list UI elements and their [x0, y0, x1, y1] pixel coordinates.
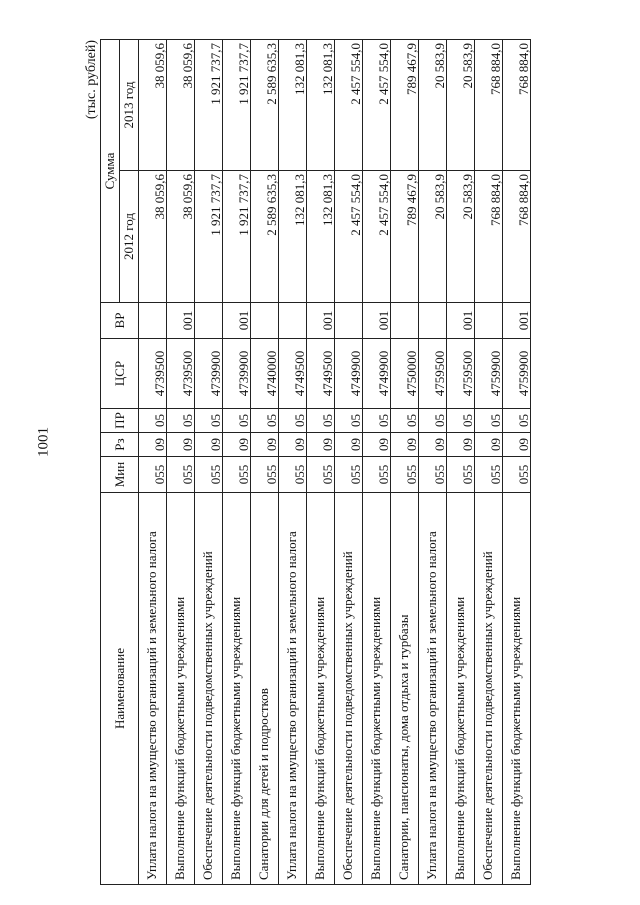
row-rz-cell: 09	[447, 433, 475, 457]
row-min-cell: 055	[363, 457, 391, 493]
row-pr-cell: 05	[139, 409, 167, 433]
row-amount-2012-cell: 132 081,3	[307, 171, 335, 303]
row-pr-cell: 05	[223, 409, 251, 433]
row-min-cell: 055	[335, 457, 363, 493]
row-amount-2013-cell: 1 921 737,7	[223, 40, 251, 171]
header-min: Мин	[101, 457, 139, 493]
row-amount-2012-cell: 38 059,6	[139, 171, 167, 303]
row-amount-2012-cell: 38 059,6	[167, 171, 195, 303]
row-name-cell: Санатории, пансионаты, дома отдыха и турбазы	[391, 493, 419, 885]
header-year-2013: 2013 год	[120, 40, 139, 171]
row-min-cell: 055	[167, 457, 195, 493]
row-min-cell: 055	[279, 457, 307, 493]
header-name: Наименование	[101, 493, 139, 885]
row-name-cell: Выполнение функций бюджетными учреждениями	[447, 493, 475, 885]
units-caption: (тыс. рублей)	[84, 40, 99, 120]
table-row	[419, 40, 447, 885]
row-rz-cell: 09	[167, 433, 195, 457]
row-amount-2013-cell: 132 081,3	[279, 40, 307, 171]
row-amount-2012-cell: 20 583,9	[447, 171, 475, 303]
row-amount-2012-cell: 768 884,0	[475, 171, 503, 303]
row-vr-cell: 001	[363, 303, 391, 339]
row-amount-2012-cell: 1 921 737,7	[223, 171, 251, 303]
row-name-cell: Уплата налога на имущество организаций и земельного налога	[139, 493, 167, 885]
table-row	[363, 40, 391, 885]
row-name-cell: Выполнение функций бюджетными учреждениями	[307, 493, 335, 885]
row-rz-cell: 09	[419, 433, 447, 457]
row-min-cell: 055	[475, 457, 503, 493]
table-row	[195, 40, 223, 885]
row-vr-cell: 001	[447, 303, 475, 339]
row-vr-cell	[251, 303, 279, 339]
row-vr-cell	[139, 303, 167, 339]
table-row	[475, 40, 503, 885]
row-name-cell: Санатории для детей и подростков	[251, 493, 279, 885]
row-vr-cell	[391, 303, 419, 339]
row-csr-cell: 4739900	[195, 339, 223, 409]
row-rz-cell: 09	[251, 433, 279, 457]
row-amount-2013-cell: 132 081,3	[307, 40, 335, 171]
header-sum: Сумма	[101, 40, 120, 303]
row-name-cell: Выполнение функций бюджетными учреждениями	[503, 493, 531, 885]
row-amount-2013-cell: 20 583,9	[447, 40, 475, 171]
row-amount-2013-cell: 1 921 737,7	[195, 40, 223, 171]
row-amount-2013-cell: 2 589 635,3	[251, 40, 279, 171]
row-amount-2013-cell: 768 884,0	[503, 40, 531, 171]
row-pr-cell: 05	[503, 409, 531, 433]
row-min-cell: 055	[251, 457, 279, 493]
row-name-cell: Уплата налога на имущество организаций и земельного налога	[419, 493, 447, 885]
row-csr-cell: 4739500	[139, 339, 167, 409]
row-csr-cell: 4759500	[419, 339, 447, 409]
row-min-cell: 055	[447, 457, 475, 493]
row-name-cell: Выполнение функций бюджетными учреждениями	[223, 493, 251, 885]
row-min-cell: 055	[195, 457, 223, 493]
table-row	[279, 40, 307, 885]
row-min-cell: 055	[391, 457, 419, 493]
row-vr-cell	[335, 303, 363, 339]
row-rz-cell: 09	[335, 433, 363, 457]
table-row	[447, 40, 475, 885]
row-vr-cell	[195, 303, 223, 339]
row-rz-cell: 09	[195, 433, 223, 457]
row-name-cell: Выполнение функций бюджетными учреждениями	[167, 493, 195, 885]
row-amount-2013-cell: 789 467,9	[391, 40, 419, 171]
row-csr-cell: 4749900	[363, 339, 391, 409]
row-rz-cell: 09	[279, 433, 307, 457]
rotated-page-content	[84, 40, 558, 885]
table-row	[391, 40, 419, 885]
row-csr-cell: 4749900	[335, 339, 363, 409]
row-pr-cell: 05	[167, 409, 195, 433]
row-rz-cell: 09	[139, 433, 167, 457]
row-name-cell: Обеспечение деятельности подведомственных учреждений	[195, 493, 223, 885]
row-pr-cell: 05	[307, 409, 335, 433]
header-pr: ПР	[101, 409, 139, 433]
header-csr: ЦСР	[101, 339, 139, 409]
table-body	[139, 40, 531, 885]
row-vr-cell: 001	[167, 303, 195, 339]
row-pr-cell: 05	[363, 409, 391, 433]
row-csr-cell: 4739500	[167, 339, 195, 409]
row-min-cell: 055	[223, 457, 251, 493]
header-vr: ВР	[101, 303, 139, 339]
row-min-cell: 055	[419, 457, 447, 493]
row-vr-cell: 001	[307, 303, 335, 339]
row-pr-cell: 05	[279, 409, 307, 433]
header-rz: Рз	[101, 433, 139, 457]
row-min-cell: 055	[307, 457, 335, 493]
row-rz-cell: 09	[503, 433, 531, 457]
table-row	[251, 40, 279, 885]
table-row	[223, 40, 251, 885]
row-vr-cell	[419, 303, 447, 339]
row-csr-cell: 4739900	[223, 339, 251, 409]
table-header	[101, 40, 139, 885]
row-rz-cell: 09	[307, 433, 335, 457]
row-csr-cell: 4759500	[447, 339, 475, 409]
row-amount-2012-cell: 132 081,3	[279, 171, 307, 303]
row-rz-cell: 09	[363, 433, 391, 457]
table-row	[307, 40, 335, 885]
table-row	[335, 40, 363, 885]
row-amount-2013-cell: 768 884,0	[475, 40, 503, 171]
row-vr-cell	[475, 303, 503, 339]
row-csr-cell: 4749500	[307, 339, 335, 409]
row-vr-cell	[279, 303, 307, 339]
page-number: 1001	[35, 427, 52, 457]
row-vr-cell: 001	[223, 303, 251, 339]
row-vr-cell: 001	[503, 303, 531, 339]
row-amount-2012-cell: 2 457 554,0	[363, 171, 391, 303]
table-row	[503, 40, 531, 885]
row-pr-cell: 05	[447, 409, 475, 433]
row-pr-cell: 05	[251, 409, 279, 433]
row-rz-cell: 09	[223, 433, 251, 457]
table-row	[139, 40, 167, 885]
row-amount-2012-cell: 789 467,9	[391, 171, 419, 303]
budget-table	[100, 39, 531, 885]
row-csr-cell: 4759900	[475, 339, 503, 409]
row-pr-cell: 05	[195, 409, 223, 433]
row-name-cell: Выполнение функций бюджетными учреждениями	[363, 493, 391, 885]
row-min-cell: 055	[139, 457, 167, 493]
row-amount-2012-cell: 1 921 737,7	[195, 171, 223, 303]
row-name-cell: Обеспечение деятельности подведомственных учреждений	[335, 493, 363, 885]
row-amount-2013-cell: 38 059,6	[167, 40, 195, 171]
row-pr-cell: 05	[391, 409, 419, 433]
row-rz-cell: 09	[391, 433, 419, 457]
row-name-cell: Обеспечение деятельности подведомственных учреждений	[475, 493, 503, 885]
row-amount-2013-cell: 2 457 554,0	[335, 40, 363, 171]
row-amount-2012-cell: 2 457 554,0	[335, 171, 363, 303]
row-amount-2013-cell: 38 059,6	[139, 40, 167, 171]
row-csr-cell: 4750000	[391, 339, 419, 409]
table-row	[167, 40, 195, 885]
row-csr-cell: 4740000	[251, 339, 279, 409]
row-pr-cell: 05	[475, 409, 503, 433]
row-pr-cell: 05	[419, 409, 447, 433]
row-csr-cell: 4759900	[503, 339, 531, 409]
row-name-cell: Уплата налога на имущество организаций и земельного налога	[279, 493, 307, 885]
header-year-2012: 2012 год	[120, 171, 139, 303]
row-amount-2012-cell: 20 583,9	[419, 171, 447, 303]
row-rz-cell: 09	[475, 433, 503, 457]
row-amount-2013-cell: 20 583,9	[419, 40, 447, 171]
row-amount-2013-cell: 2 457 554,0	[363, 40, 391, 171]
row-csr-cell: 4749500	[279, 339, 307, 409]
row-min-cell: 055	[503, 457, 531, 493]
row-amount-2012-cell: 2 589 635,3	[251, 171, 279, 303]
row-amount-2012-cell: 768 884,0	[503, 171, 531, 303]
row-pr-cell: 05	[335, 409, 363, 433]
